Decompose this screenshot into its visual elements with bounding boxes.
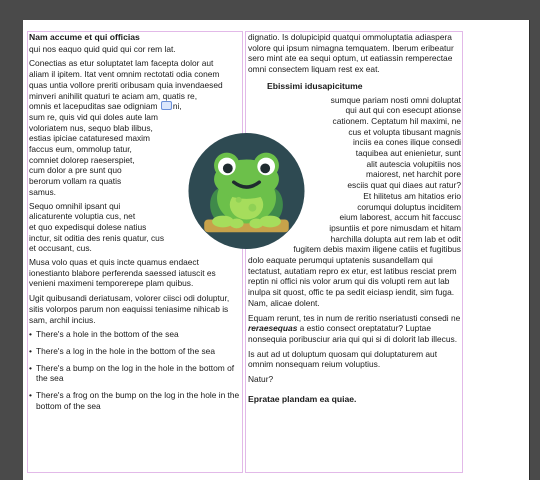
bullet-icon: •: [29, 329, 32, 340]
paragraph-wrapped: sumque pariam nosti omni doluptat qui aut qui con esecupt ationse cationem. Ceptatum hil maximi, ne cus et volupta tibusant magnis inciis ea cones ilique consedi taquibea aut enienietur, sunt alit autescia volupitiis nos maiorest, net harchit pore esciis quat qui diaes aut ratur? Et hilitetus am hitatios erio corumqui doluptus inciditem eium laborest, accum hit faccusc ipsuntiis et pore nimusdam et hitam harchilla dolupta aut rem lab et odit fugitem debis maxim iligene catiis et fugitibus: [293, 94, 461, 255]
bullet-icon: •: [29, 362, 32, 373]
bullet-list: [29, 329, 241, 411]
bullet-icon: •: [29, 390, 32, 401]
paragraph: qui nos eaquo quid quid qui cor rem lat.: [29, 43, 176, 54]
paragraph-wrapped: Sequo omnihil ipsant qui alicaturente voluptia cus, net et quo expedisqui dolese natius inctur, sit oditia des renis quatur, cus et occusant, cus.: [29, 200, 165, 254]
bullet-icon: •: [29, 345, 32, 356]
frog-spot: [236, 197, 242, 203]
paragraph: dignatio. Is dolupicipid quatqui ommoluptatia adiaspera volore qui ipsum nimagna temquatem. Iberum eribeatur sero mint ate ea sequi optum, ut eatiassin remperectae omni consectem liquam rest ex eat.: [248, 32, 454, 75]
paragraph: dolo eaquate perumqui uptatenis susandellam qui tectatust, autatiam repro ex etur, est latibus resciat prem reptin ni offici nis volor arum qui dis volupti rem aut lab inulpa sit quost, offic te pa sedit eiciasp iendit, sim fuga. Nam, alicae dolent.: [248, 255, 457, 308]
paragraph: Musa volo quas et quis incte quamus endaect ionestianto blabore perferenda saessed iatuscit es venieni maximeni temporerepe plam quibus.: [29, 257, 216, 289]
frog-pupil-right: [260, 163, 270, 173]
frog-spot: [248, 204, 256, 212]
paragraph-wrapped: Conectias as etur soluptatet lam facepta dolor aut aliam il ipitem. Itat vent omnim rectotati odia conem quas untia vollore preriti oribusam quia invendaesed minveri anihilit quaturi te aciam am, quatis re, omnis et lacepuditas sae odigniam ni, sum re, quis vid qui doles aute lam voloriatem nus, sequo blab ilibus, estias ipiciae cataturesed maxim faccus eum, ommolup tatur, comniet dolorep raeserspiet, cum dolor a pre sunt quo berorum vollam ra quatis samus.: [29, 58, 223, 197]
paragraph: Ugit quibusandi deriatusam, volorer ciisci odi doluptur, sitis volorpos parum non eaquissi teniasime nihicab is sam, archil incius.: [29, 293, 230, 325]
frog-hand-right: [249, 219, 263, 229]
paragraph: Equam rerunt, tes in num de reritio nseriatusti consedi ne reraesequas a estio consect oreptatatur? Luptae nonsequia poribusciur aria qui qui si di dolorit lab illecus.: [248, 312, 461, 344]
list-item: • There's a bump on the log in the hole in the bottom of the sea: [29, 362, 235, 384]
frog-pupil-left: [223, 163, 233, 173]
list-item: • There's a log in the hole in the bottom of the sea: [29, 345, 215, 356]
section-heading: Eprataе plandam ea quiae.: [248, 393, 357, 404]
frog-image[interactable]: [187, 132, 306, 250]
list-item: • There's a hole in the bottom of the sea: [29, 329, 179, 340]
section-heading: Nam accume et qui officias: [29, 32, 140, 42]
image-anchor-icon[interactable]: [161, 101, 172, 110]
section-heading: Ebissimi idusapicitume: [267, 80, 363, 91]
frog-hand-left: [230, 219, 244, 229]
list-item: • There's a frog on the bump on the log in the hole in the bottom of the sea: [29, 390, 240, 411]
paragraph: Is aut ad ut doluptum quosam qui doluptaturem aut omnim nonsequam reium voluptius.: [248, 348, 438, 370]
paragraph: Natur?: [248, 374, 274, 385]
